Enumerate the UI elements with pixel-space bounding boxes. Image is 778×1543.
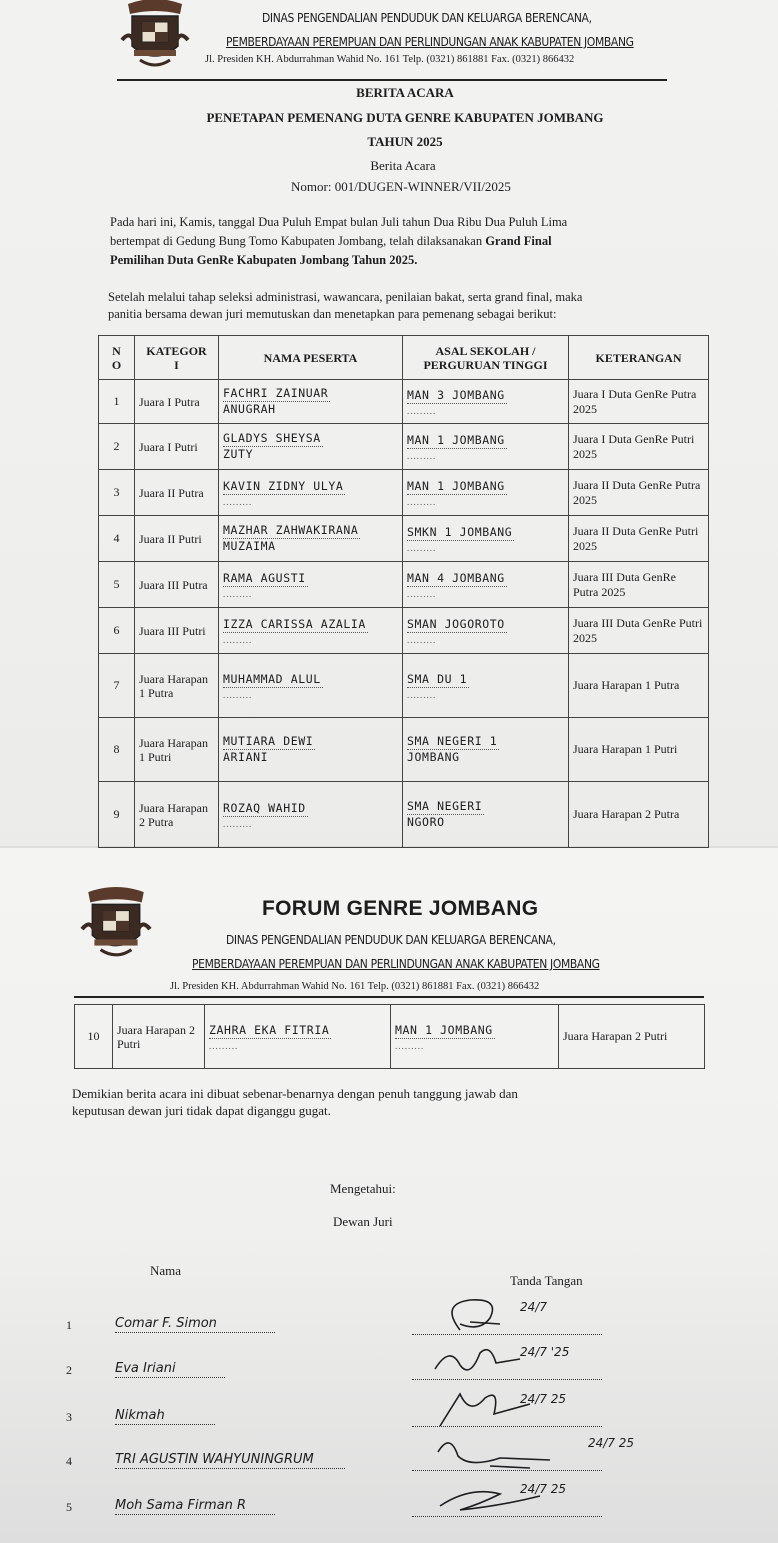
asal-handwritten-line2: JOMBANG bbox=[407, 750, 460, 764]
juri-signature-scribble bbox=[430, 1430, 550, 1474]
asal-dotted-blank: ......... bbox=[407, 496, 437, 507]
table-row bbox=[99, 516, 709, 562]
row-kategori: Juara II Putra bbox=[135, 470, 219, 516]
letterhead-agency-line1: DINAS PENGENDALIAN PENDUDUK DAN KELUARGA BERENCANA, bbox=[262, 10, 592, 25]
signature-date: 24/7 25 bbox=[520, 1392, 567, 1406]
letterhead-agency-line2: PEMBERDAYAAN PEREMPUAN DAN PERLINDUNGAN ANAK KABUPATEN JOMBANG bbox=[226, 34, 634, 49]
header-keterangan: KETERANGAN bbox=[569, 336, 709, 380]
doc-subheading: Berita Acara bbox=[370, 158, 436, 173]
signature-date: 24/7 '25 bbox=[520, 1345, 570, 1359]
row-kategori: Juara II Putri bbox=[135, 516, 219, 562]
asal-dotted-blank: ......... bbox=[407, 588, 437, 599]
row-keterangan: Juara I Duta GenRe Putri 2025 bbox=[569, 424, 709, 470]
row-kategori: Juara Harapan 1 Putri bbox=[135, 718, 219, 782]
winners-table-continued bbox=[74, 1004, 705, 1069]
nama-handwritten-line1: KAVIN ZIDNY ULYA bbox=[223, 478, 344, 493]
row-nama-peserta bbox=[219, 718, 403, 782]
letterhead-address: Jl. Presiden KH. Abdurrahman Wahid No. 161 Telp. (0321) 861881 Fax. (0321) 866432 bbox=[205, 54, 575, 65]
row-keterangan: Juara III Duta GenRe Putri 2025 bbox=[569, 608, 709, 654]
table-row bbox=[99, 608, 709, 654]
row-number: 1 bbox=[99, 380, 135, 424]
nama-dotted-blank: ......... bbox=[223, 496, 253, 507]
asal-handwritten-line1: MAN 3 JOMBANG bbox=[407, 387, 505, 402]
row-number: 3 bbox=[99, 470, 135, 516]
row-nama-peserta bbox=[219, 782, 403, 848]
forum-title: FORUM GENRE JOMBANG bbox=[262, 897, 539, 920]
asal-handwritten-line1: SMKN 1 JOMBANG bbox=[407, 524, 513, 539]
table-row bbox=[99, 470, 709, 516]
nama-handwritten-line1: RAMA AGUSTI bbox=[223, 570, 306, 585]
dewan-juri-label: Dewan Juri bbox=[333, 1214, 393, 1229]
nama-handwritten-line1: GLADYS SHEYSA bbox=[223, 431, 321, 445]
closing-line-2: keputusan dewan juri tidak dapat diganggu gugat. bbox=[72, 1103, 331, 1118]
row-nama-peserta bbox=[219, 516, 403, 562]
nama-handwritten-line2: ARIANI bbox=[223, 750, 269, 764]
table-row bbox=[99, 380, 709, 424]
mengetahui-label: Mengetahui: bbox=[330, 1181, 396, 1196]
row-nama-peserta bbox=[219, 608, 403, 654]
header-no: N O bbox=[99, 336, 135, 380]
row-number: 5 bbox=[99, 562, 135, 608]
asal-dotted-blank: ......... bbox=[407, 450, 437, 461]
row-asal-sekolah bbox=[403, 562, 569, 608]
row-kategori: Juara Harapan 2 Putra bbox=[135, 782, 219, 848]
table-row bbox=[99, 562, 709, 608]
row-keterangan: Juara III Duta GenRe Putra 2025 bbox=[569, 562, 709, 608]
header-nama: NAMA PESERTA bbox=[219, 336, 403, 380]
row-asal-sekolah bbox=[403, 380, 569, 424]
row-nama-peserta bbox=[219, 470, 403, 516]
juri-name-handwritten: Moh Sama Firman R bbox=[115, 1498, 275, 1515]
row-keterangan: Juara I Duta GenRe Putra 2025 bbox=[569, 380, 709, 424]
row-asal-sekolah bbox=[403, 470, 569, 516]
asal-dotted-blank: ......... bbox=[407, 405, 437, 416]
row-nama-peserta bbox=[219, 654, 403, 718]
row-keterangan: Juara II Duta GenRe Putri 2025 bbox=[569, 516, 709, 562]
letterhead2-agency-line1: DINAS PENGENDALIAN PENDUDUK DAN KELUARGA BERENCANA, bbox=[226, 932, 556, 947]
letterhead-rule bbox=[117, 79, 667, 81]
table-row bbox=[99, 782, 709, 848]
intro-line-2-bold: Grand Final bbox=[485, 234, 552, 248]
asal-handwritten-line1: SMA NEGERI bbox=[407, 799, 483, 813]
row-nama-peserta bbox=[219, 424, 403, 470]
nama-handwritten-line2: MUZAIMA bbox=[223, 539, 276, 553]
juri-name-handwritten: Nikmah bbox=[115, 1408, 215, 1425]
regency-crest-logo-2 bbox=[80, 886, 152, 964]
tanda-tangan-label: Tanda Tangan bbox=[510, 1273, 583, 1288]
row-nama-peserta bbox=[205, 1005, 391, 1069]
row-number: 10 bbox=[75, 1005, 113, 1069]
doc-title: PENETAPAN PEMENANG DUTA GENRE KABUPATEN JOMBANG bbox=[206, 110, 604, 125]
nama-handwritten-line1: MUTIARA DEWI bbox=[223, 734, 314, 748]
asal-handwritten-line1: SMA DU 1 bbox=[407, 671, 468, 686]
table-row bbox=[99, 424, 709, 470]
asal-handwritten-line1: MAN 4 JOMBANG bbox=[407, 570, 505, 585]
nama-handwritten-line2: ZUTY bbox=[223, 447, 254, 461]
row-kategori: Juara III Putra bbox=[135, 562, 219, 608]
juri-number: 2 bbox=[66, 1363, 72, 1377]
juri-name-handwritten: Comar F. Simon bbox=[115, 1316, 275, 1333]
juri-name-handwritten: TRI AGUSTIN WAHYUNINGRUM bbox=[115, 1452, 345, 1469]
juri-name-handwritten: Eva Iriani bbox=[115, 1361, 225, 1378]
selection-line-2: panitia bersama dewan juri memutuskan dan menetapkan para pemenang sebagai berikut: bbox=[108, 307, 557, 321]
juri-number: 1 bbox=[66, 1318, 72, 1332]
table-header-row bbox=[99, 336, 709, 380]
intro-line-2-text: bertempat di Gedung Bung Tomo Kabupaten Jombang, telah dilaksanakan bbox=[110, 234, 486, 248]
nama-handwritten-line1: FACHRI ZAINUAR bbox=[223, 386, 329, 400]
row-kategori: Juara Harapan 1 Putra bbox=[135, 654, 219, 718]
row-kategori: Juara III Putri bbox=[135, 608, 219, 654]
row-asal-sekolah bbox=[403, 424, 569, 470]
row-number: 9 bbox=[99, 782, 135, 848]
juri-number: 5 bbox=[66, 1500, 72, 1514]
nama-dotted-blank: ......... bbox=[223, 634, 253, 645]
signature-date: 24/7 bbox=[520, 1300, 547, 1314]
asal-dotted-blank: ......... bbox=[395, 1040, 425, 1051]
asal-handwritten-line1: MAN 1 JOMBANG bbox=[407, 478, 505, 493]
closing-line-1: Demikian berita acara ini dibuat sebenar-benarnya dengan penuh tanggung jawab dan bbox=[72, 1086, 518, 1101]
row-keterangan: Juara Harapan 2 Putra bbox=[569, 782, 709, 848]
table-row bbox=[99, 654, 709, 718]
table-row bbox=[99, 718, 709, 782]
row-number: 7 bbox=[99, 654, 135, 718]
asal-handwritten-line1: MAN 1 JOMBANG bbox=[395, 1022, 493, 1037]
row-kategori: Juara I Putra bbox=[135, 380, 219, 424]
document-page-2 bbox=[0, 848, 778, 1543]
nama-handwritten-line1: IZZA CARISSA AZALIA bbox=[223, 616, 366, 631]
nama-handwritten-line1: MUHAMMAD ALUL bbox=[223, 671, 321, 686]
row-keterangan: Juara Harapan 1 Putri bbox=[569, 718, 709, 782]
row-asal-sekolah bbox=[403, 608, 569, 654]
doc-year: TAHUN 2025 bbox=[367, 134, 443, 149]
asal-handwritten-line1: MAN 1 JOMBANG bbox=[407, 432, 505, 447]
row-asal-sekolah bbox=[391, 1005, 559, 1069]
asal-dotted-blank: ......... bbox=[407, 689, 437, 700]
intro-line-3: Pemilihan Duta GenRe Kabupaten Jombang Tahun 2025. bbox=[110, 253, 418, 267]
row-asal-sekolah bbox=[403, 718, 569, 782]
row-asal-sekolah bbox=[403, 782, 569, 848]
row-asal-sekolah bbox=[403, 516, 569, 562]
asal-dotted-blank: ......... bbox=[407, 634, 437, 645]
row-keterangan: Juara II Duta GenRe Putra 2025 bbox=[569, 470, 709, 516]
juri-number: 4 bbox=[66, 1454, 72, 1468]
letterhead2-agency-line2: PEMBERDAYAAN PEREMPUAN DAN PERLINDUNGAN ANAK KABUPATEN JOMBANG bbox=[192, 956, 600, 971]
row-keterangan: Juara Harapan 2 Putri bbox=[559, 1005, 705, 1069]
doc-heading: BERITA ACARA bbox=[356, 85, 454, 100]
winners-table bbox=[98, 335, 709, 848]
row-number: 2 bbox=[99, 424, 135, 470]
signature-date: 24/7 25 bbox=[588, 1436, 635, 1450]
nama-dotted-blank: ......... bbox=[223, 689, 253, 700]
row-number: 6 bbox=[99, 608, 135, 654]
asal-handwritten-line2: NGORO bbox=[407, 815, 445, 829]
letterhead2-address: Jl. Presiden KH. Abdurrahman Wahid No. 161 Telp. (0321) 861881 Fax. (0321) 866432 bbox=[170, 981, 540, 992]
row-number: 4 bbox=[99, 516, 135, 562]
letterhead2-rule bbox=[74, 996, 704, 998]
nama-handwritten-line1: ROZAQ WAHID bbox=[223, 800, 306, 815]
row-keterangan: Juara Harapan 1 Putra bbox=[569, 654, 709, 718]
juri-number: 3 bbox=[66, 1410, 72, 1424]
row-nama-peserta bbox=[219, 562, 403, 608]
regency-crest-logo bbox=[120, 0, 190, 72]
row-kategori: Juara Harapan 2 Putri bbox=[113, 1005, 205, 1069]
nama-handwritten-line2: ANUGRAH bbox=[223, 402, 276, 416]
asal-handwritten-line1: SMA NEGERI 1 bbox=[407, 734, 498, 748]
nama-dotted-blank: ......... bbox=[223, 818, 253, 829]
nama-handwritten-line1: MAZHAR ZAHWAKIRANA bbox=[223, 523, 359, 537]
asal-handwritten-line1: SMAN JOGOROTO bbox=[407, 616, 505, 631]
doc-number: Nomor: 001/DUGEN-WINNER/VII/2025 bbox=[291, 179, 511, 194]
row-number: 8 bbox=[99, 718, 135, 782]
nama-label: Nama bbox=[150, 1263, 182, 1278]
row-kategori: Juara I Putri bbox=[135, 424, 219, 470]
intro-line-1: Pada hari ini, Kamis, tanggal Dua Puluh Empat bulan Juli tahun Dua Ribu Dua Puluh Lima bbox=[110, 215, 568, 229]
selection-line-1: Setelah melalui tahap seleksi administrasi, wawancara, penilaian bakat, serta grand final, maka bbox=[108, 290, 583, 304]
nama-dotted-blank: ......... bbox=[223, 588, 253, 599]
asal-dotted-blank: ......... bbox=[407, 542, 437, 553]
row-asal-sekolah bbox=[403, 654, 569, 718]
signature-date: 24/7 25 bbox=[520, 1482, 567, 1496]
table-row bbox=[75, 1005, 705, 1069]
header-kategori: KATEGOR I bbox=[135, 336, 219, 380]
header-asal: ASAL SEKOLAH / PERGURUAN TINGGI bbox=[403, 336, 569, 380]
nama-handwritten-line1: ZAHRA EKA FITRIA bbox=[209, 1022, 330, 1037]
nama-dotted-blank: ......... bbox=[209, 1040, 239, 1051]
intro-line-2 bbox=[110, 233, 552, 250]
row-nama-peserta bbox=[219, 380, 403, 424]
